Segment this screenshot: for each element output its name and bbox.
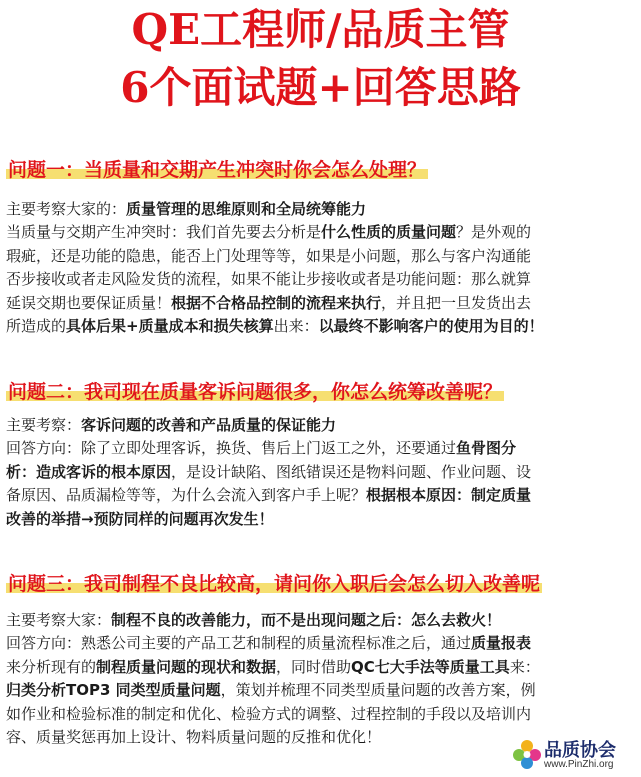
logo-url: www.PinZhi.org (544, 759, 614, 770)
flower-logo-icon (512, 738, 542, 770)
page-title-line2: 6个面试题+回答思路 (120, 63, 521, 112)
answer-line (6, 508, 632, 531)
answer-line (6, 484, 632, 507)
logo-name: 品质协会 (544, 740, 616, 761)
body-text: 如作业和检验标准的制定和优化、检验方式的调整、过程控制的手段以及培训内 (6, 704, 532, 723)
emphasis-text: 质量报表 (471, 634, 532, 653)
question-1-answer (6, 198, 632, 338)
emphasis-text: 质量管理的思维原则和全局统筹能力 (126, 200, 367, 218)
body-text: ，并且把一旦发货出去 (381, 293, 532, 312)
question-3-answer (6, 609, 632, 749)
body-text: 主要考察： (6, 416, 82, 434)
emphasis-text: 归类分析TOP3 同类型质量问题 (6, 681, 221, 700)
body-text: 备原因、品质漏检等等，为什么会流入到客户手上呢？ (6, 486, 367, 505)
body-text: ？是外观的 (456, 223, 532, 242)
answer-line (6, 414, 632, 437)
question-2-heading: 问题二：我司现在质量客诉问题很多，你怎么统筹改善呢？ (8, 381, 503, 403)
page-title-line1: QE工程师/品质主管 (131, 5, 510, 54)
body-text: ，同时借助 (276, 657, 352, 676)
body-text: 所造成的 (6, 317, 67, 336)
emphasis-text: 根据根本原因：制定质量 (366, 486, 532, 505)
answer-line (6, 221, 632, 244)
body-text: 回答方向：熟悉公司主要的产品工艺和制程的质量流程标准之后，通过 (6, 634, 472, 653)
emphasis-text: 制程不良的改善能力，而不是出现问题之后：怎么去救火！ (111, 611, 502, 629)
emphasis-text: 客诉问题的改善和产品质量的保证能力 (81, 416, 337, 434)
answer-line (6, 461, 632, 484)
emphasis-text: 具体后果+质量成本和损失核算 (66, 317, 274, 336)
emphasis-text: 什么性质的质量问题 (321, 223, 457, 242)
emphasis-text: QC七大手法等质量工具 (351, 657, 510, 676)
body-text: 出来： (273, 317, 319, 336)
question-1-heading: 问题一：当质量和交期产生冲突时你会怎么处理？ (8, 159, 427, 181)
body-text: 瑕疵，还是功能的隐患，能否上门处理等等，如果是小问题，那么与客户沟通能 (6, 246, 532, 265)
body-text: 延误交期也要保证质量！ (6, 293, 172, 312)
answer-line (6, 679, 632, 702)
body-text: 容、质量奖惩再加上设计、物料质量问题的反推和优化！ (6, 728, 382, 747)
answer-line (6, 609, 632, 632)
answer-line (6, 245, 632, 268)
body-text: 主要考察大家的： (6, 200, 127, 218)
answer-line (6, 437, 632, 460)
body-text: 当质量与交期产生冲突时：我们首先要去分析是 (6, 223, 322, 242)
emphasis-text: 制程质量问题的现状和数据 (96, 657, 277, 676)
body-text: 回答方向：除了立即处理客诉，换货、售后上门返工之外，还要通过 (6, 439, 457, 458)
emphasis-text: 析：造成客诉的根本原因 (6, 462, 172, 481)
body-text: ，策划并梳理不同类型质量问题的改善方案，例 (220, 681, 536, 700)
question-3-heading: 问题三：我司制程不良比较高，请问你入职后会怎么切入改善呢 (8, 573, 541, 595)
body-text: 否步接收或者走风险发货的流程，如果不能让步接收或者是功能问题：那么就算 (6, 270, 532, 289)
body-text: 来分析现有的 (6, 657, 97, 676)
answer-line (6, 315, 632, 338)
body-text: ，是设计缺陷、图纸错误还是物料问题、作业问题、设 (171, 462, 532, 481)
answer-line (6, 703, 632, 726)
answer-line (6, 268, 632, 291)
emphasis-text: 鱼骨图分 (456, 439, 517, 458)
answer-line (6, 292, 632, 315)
question-2-answer (6, 414, 632, 531)
association-logo (512, 736, 637, 774)
emphasis-text: 以最终不影响客户的使用为目的！ (318, 317, 544, 336)
emphasis-text: 根据不合格品控制的流程来执行 (171, 293, 382, 312)
body-text: 来： (509, 657, 540, 676)
body-text: 主要考察大家： (6, 611, 112, 629)
emphasis-text: 改善的举措→预防同样的问题再次发生！ (6, 509, 274, 528)
answer-line (6, 656, 632, 679)
answer-line (6, 632, 632, 655)
answer-line (6, 198, 632, 221)
